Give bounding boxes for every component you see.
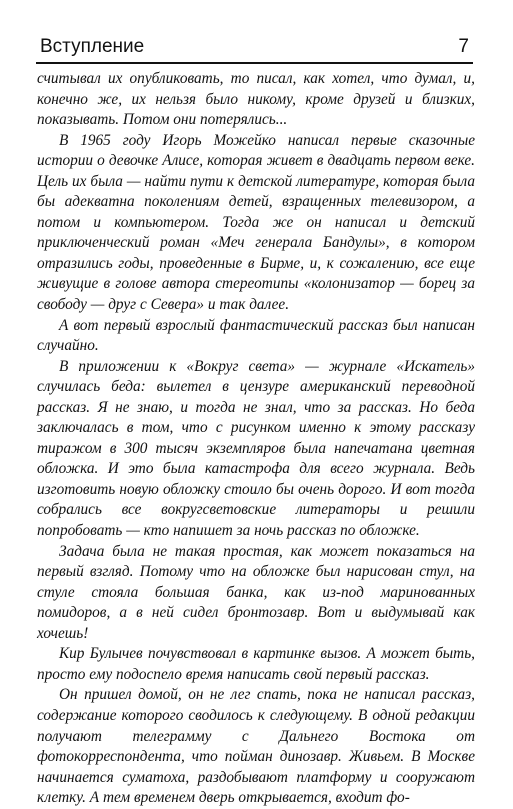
paragraph-3: А вот первый взрослый фантастический рассказ был написан случайно. (37, 316, 475, 355)
paragraph-2: В 1965 году Игорь Можейко написал первые сказочные истории о девочке Алисе, которая живет в двадцать первом веке. Цель их была — найти пути к детской литературе, которая была бы адекватна поколениям детей, взращенных телевизором, а потом и компьютером. Тогда же он написал и детский приключенческий роман «Меч генерала Бандулы», в котором отразились годы, проведенные в Бирме, и, к сожалению, все еще живущие в голове автора стереотипы «колонизатор — борец за свободу — друг с Севера» и так далее. (37, 131, 475, 314)
paragraph-7: Он пришел домой, он не лег спать, пока не написал рассказ, содержание которого сводилось к следующему. В одной редакции получают телеграмму с Дальнего Востока от фотокорреспондента, что пойман динозавр. Живьем. В Москве начинается суматоха, раздобывают платформу и сооружают клетку. А тем временем дверь открывается, входит фо- (37, 686, 475, 807)
paragraph-4: В приложении к «Вокруг света» — журнале «Искатель» случилась беда: вылетел в цензуре американский переводной рассказ. Я не знаю, и тогда не знал, что за рассказ. Но беда заключалась в том, что с рисунком именно к этому рассказу тиражом в 300 тысяч экземпляров была напечатана цветная обложка. И это была катастрофа для всего журнала. Ведь изготовить новую обложку стоило бы очень дорого. И вот тогда собрались все вокругсветовские литераторы и решили попробовать — кто напишет за ночь рассказ по обложке. (37, 357, 475, 540)
chapter-title: Вступление (40, 36, 145, 57)
page-number: 7 (458, 36, 469, 57)
header-divider (36, 62, 473, 64)
paragraph-6: Кир Булычев почувствовал в картинке вызов. А может быть, просто ему подоспело время написать свой первый рассказ. (37, 645, 475, 683)
paragraph-1: считывал их опубликовать, то писал, как хотел, что думал, и, конечно же, их нельзя было никому, кроме друзей и близких, показывать. Потом они потерялись... (37, 70, 475, 129)
paragraph-5: Задача была не такая простая, как может показаться на первый взгляд. Потому что на обложке был нарисован стул, на стуле стояла большая банка, как из-под маринованных помидоров, а в ней сидел бронтозавр. Вот и выдумывай как хочешь! (37, 542, 475, 642)
body-text (37, 69, 475, 809)
running-header (40, 34, 469, 58)
